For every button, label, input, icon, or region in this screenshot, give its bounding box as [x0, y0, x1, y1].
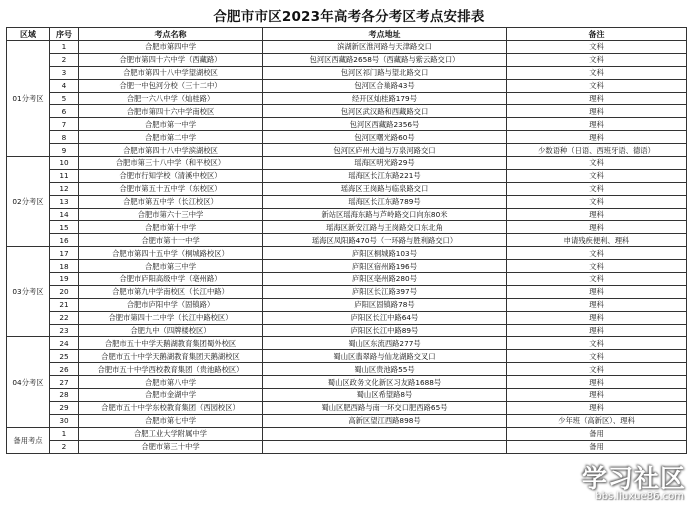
table-row: [7, 105, 687, 118]
table-row: [7, 324, 687, 337]
cell-site-name: 合肥市第九中学南校区（长江中路）: [79, 285, 263, 298]
table-header-row: [7, 28, 687, 41]
cell-remarks: 文科: [507, 350, 687, 363]
cell-number: 1: [50, 427, 79, 440]
cell-number: 2: [50, 440, 79, 453]
cell-site-name: 合肥市第四十二中学（长江中路校区）: [79, 311, 263, 324]
table-row: [7, 79, 687, 92]
table-row: [7, 195, 687, 208]
cell-address: 庐阳区长江中路89号: [263, 324, 507, 337]
cell-address: 包河区祁门路与望北路交口: [263, 66, 507, 79]
cell-remarks: 文科: [507, 41, 687, 54]
cell-remarks: 理科: [507, 208, 687, 221]
cell-remarks: 理科: [507, 131, 687, 144]
cell-address: 蜀山区政务文化新区习友路1688号: [263, 376, 507, 389]
cell-site-name: 合肥市五十中学东校教育集团（西园校区）: [79, 401, 263, 414]
cell-remarks: 文科: [507, 247, 687, 260]
cell-site-name: 合肥市第三中学: [79, 260, 263, 273]
cell-site-name: 合肥市行知学校（清溪中校区）: [79, 169, 263, 182]
cell-number: 2: [50, 53, 79, 66]
cell-site-name: 合肥市第五十五中学（东校区）: [79, 182, 263, 195]
cell-address: 蜀山区肥西路与南一环交口肥西路65号: [263, 401, 507, 414]
cell-number: 28: [50, 389, 79, 402]
cell-remarks: 理科: [507, 118, 687, 131]
cell-site-name: 合肥市第四十八中学望湖校区: [79, 66, 263, 79]
cell-remarks: 文科: [507, 182, 687, 195]
cell-address: 瑶海区新安江路与王岗路交口东北角: [263, 221, 507, 234]
cell-address: 包河区西藏路2658号（西藏路与紫云路交口）: [263, 53, 507, 66]
cell-remarks: 备用: [507, 440, 687, 453]
cell-site-name: 合肥市金湖中学: [79, 389, 263, 402]
header-site-address: 考点地址: [263, 28, 507, 41]
cell-address: 瑶海区王岗路与临泉路交口: [263, 182, 507, 195]
table-row: [7, 414, 687, 427]
table-row: [7, 247, 687, 260]
cell-remarks: 申请残疾便利、理科: [507, 234, 687, 247]
cell-site-name: 合肥一中包河分校（三十二中）: [79, 79, 263, 92]
cell-number: 5: [50, 92, 79, 105]
cell-remarks: 少数语种（日语、西班牙语、德语）: [507, 144, 687, 157]
cell-site-name: 合肥工业大学附属中学: [79, 427, 263, 440]
cell-site-name: 合肥市第一中学: [79, 118, 263, 131]
cell-address: 庐阳区固镇路78号: [263, 298, 507, 311]
cell-site-name: 合肥市第四十八中学滨湖校区: [79, 144, 263, 157]
cell-number: 20: [50, 285, 79, 298]
cell-address: 高新区望江西路898号: [263, 414, 507, 427]
cell-site-name: 合肥市第四中学: [79, 41, 263, 54]
table-row: [7, 144, 687, 157]
zone-label: 备用考点: [7, 427, 50, 453]
table-row: [7, 363, 687, 376]
cell-address: [263, 427, 507, 440]
cell-number: 24: [50, 337, 79, 350]
cell-number: 22: [50, 311, 79, 324]
cell-number: 30: [50, 414, 79, 427]
cell-remarks: 理科: [507, 401, 687, 414]
table-row: [7, 311, 687, 324]
cell-number: 12: [50, 182, 79, 195]
cell-remarks: 理科: [507, 105, 687, 118]
cell-address: 包河区合巢路43号: [263, 79, 507, 92]
cell-remarks: 文科: [507, 169, 687, 182]
cell-number: 11: [50, 169, 79, 182]
cell-number: 13: [50, 195, 79, 208]
cell-remarks: 文科: [507, 53, 687, 66]
cell-site-name: 合肥市第三十八中学（和平校区）: [79, 157, 263, 170]
zone-label: 04分考区: [7, 337, 50, 427]
cell-number: 21: [50, 298, 79, 311]
cell-site-name: 合肥市第十一中学: [79, 234, 263, 247]
cell-remarks: 理科: [507, 92, 687, 105]
cell-remarks: 文科: [507, 363, 687, 376]
cell-site-name: 合肥市庐阳中学（固镇路）: [79, 298, 263, 311]
table-row: [7, 92, 687, 105]
cell-site-name: 合肥市五十中学天鹅湖教育集团天鹅湖校区: [79, 350, 263, 363]
cell-site-name: 合肥市第三十中学: [79, 440, 263, 453]
cell-site-name: 合肥市第四十五中学（桐城路校区）: [79, 247, 263, 260]
cell-remarks: 文科: [507, 195, 687, 208]
cell-address: 庐阳区桐城路103号: [263, 247, 507, 260]
cell-remarks: 文科: [507, 157, 687, 170]
cell-site-name: 合肥市第十中学: [79, 221, 263, 234]
cell-site-name: 合肥市第七中学: [79, 414, 263, 427]
cell-site-name: 合肥市五十中学天鹅湖教育集团蜀外校区: [79, 337, 263, 350]
cell-address: 庐阳区长江中路64号: [263, 311, 507, 324]
cell-address: 新站区瑶海东路与芦岭路交口向东80米: [263, 208, 507, 221]
cell-remarks: 理科: [507, 389, 687, 402]
table-row: [7, 285, 687, 298]
cell-site-name: 合肥一六八中学（灿桂路）: [79, 92, 263, 105]
cell-site-name: 合肥市第四十六中学（西藏路）: [79, 53, 263, 66]
table-row: [7, 118, 687, 131]
cell-remarks: 理科: [507, 298, 687, 311]
cell-site-name: 合肥市第四十六中学南校区: [79, 105, 263, 118]
table-row: [7, 401, 687, 414]
table-row: [7, 389, 687, 402]
table-row: [7, 350, 687, 363]
cell-address: 包河区西藏路2356号: [263, 118, 507, 131]
cell-number: 18: [50, 260, 79, 273]
table-row: [7, 376, 687, 389]
cell-address: 包河区庐州大道与万泉河路交口: [263, 144, 507, 157]
cell-remarks: 备用: [507, 427, 687, 440]
table-row: [7, 260, 687, 273]
cell-address: 庐阳区亳州路280号: [263, 273, 507, 286]
cell-address: 滨湖新区淮河路与天津路交口: [263, 41, 507, 54]
table-row: [7, 234, 687, 247]
cell-site-name: 合肥市第二中学: [79, 131, 263, 144]
watermark-url: bbs.liuxue86.com: [595, 491, 684, 502]
table-row: [7, 41, 687, 54]
cell-remarks: 少年班（高新区）、理科: [507, 414, 687, 427]
cell-remarks: 文科: [507, 260, 687, 273]
cell-address: 蜀山区东流西路277号: [263, 337, 507, 350]
cell-number: 6: [50, 105, 79, 118]
cell-remarks: 理科: [507, 376, 687, 389]
cell-site-name: 合肥市第六十三中学: [79, 208, 263, 221]
cell-number: 29: [50, 401, 79, 414]
watermark-text: 学习社区: [581, 464, 686, 493]
cell-remarks: 文科: [507, 66, 687, 79]
table-row: [7, 66, 687, 79]
table-row: [7, 53, 687, 66]
cell-number: 27: [50, 376, 79, 389]
cell-address: 瑶海区长江东路221号: [263, 169, 507, 182]
cell-number: 7: [50, 118, 79, 131]
cell-number: 4: [50, 79, 79, 92]
zone-label: 02分考区: [7, 157, 50, 247]
cell-address: 包河区曙光路60号: [263, 131, 507, 144]
cell-remarks: 文科: [507, 337, 687, 350]
cell-number: 23: [50, 324, 79, 337]
cell-remarks: 理科: [507, 285, 687, 298]
table-row: [7, 298, 687, 311]
exam-site-table: [6, 27, 687, 454]
cell-site-name: 合肥市庐阳高级中学（亳州路）: [79, 273, 263, 286]
cell-address: [263, 440, 507, 453]
cell-remarks: 文科: [507, 79, 687, 92]
cell-address: 庐阳区宿州路196号: [263, 260, 507, 273]
header-zone: 区域: [7, 28, 50, 41]
table-row: [7, 182, 687, 195]
header-number: 序号: [50, 28, 79, 41]
cell-address: 庐阳区长江路397号: [263, 285, 507, 298]
table-row: [7, 427, 687, 440]
table-row: [7, 273, 687, 286]
header-remarks: 备注: [507, 28, 687, 41]
cell-number: 16: [50, 234, 79, 247]
cell-number: 26: [50, 363, 79, 376]
cell-site-name: 合肥市第八中学: [79, 376, 263, 389]
cell-address: 蜀山区翡翠路与仙龙湖路交叉口: [263, 350, 507, 363]
cell-number: 8: [50, 131, 79, 144]
table-row: [7, 208, 687, 221]
cell-address: 瑶海区凤阳路470号（一环路与胜利路交口）: [263, 234, 507, 247]
cell-number: 9: [50, 144, 79, 157]
cell-address: 经开区灿桂路179号: [263, 92, 507, 105]
table-row: [7, 157, 687, 170]
table-row: [7, 221, 687, 234]
cell-address: 瑶海区明光路29号: [263, 157, 507, 170]
zone-label: 03分考区: [7, 247, 50, 337]
cell-site-name: 合肥市第五中学（长江校区）: [79, 195, 263, 208]
page-title: 合肥市市区2023年高考各分考区考点安排表: [213, 9, 485, 25]
cell-remarks: 理科: [507, 311, 687, 324]
cell-number: 10: [50, 157, 79, 170]
zone-label: 01分考区: [7, 41, 50, 157]
cell-address: 蜀山区希望路8号: [263, 389, 507, 402]
cell-address: 蜀山区贵池路55号: [263, 363, 507, 376]
cell-site-name: 合肥市五十中学西校教育集团（贵池路校区）: [79, 363, 263, 376]
cell-number: 25: [50, 350, 79, 363]
table-row: [7, 337, 687, 350]
cell-number: 17: [50, 247, 79, 260]
cell-number: 15: [50, 221, 79, 234]
header-site-name: 考点名称: [79, 28, 263, 41]
cell-address: 瑶海区长江东路789号: [263, 195, 507, 208]
cell-remarks: 理科: [507, 324, 687, 337]
cell-number: 14: [50, 208, 79, 221]
cell-remarks: 文科: [507, 273, 687, 286]
table-row: [7, 440, 687, 453]
cell-number: 19: [50, 273, 79, 286]
cell-address: 包河区武汉路和西藏路交口: [263, 105, 507, 118]
cell-number: 1: [50, 41, 79, 54]
cell-remarks: 理科: [507, 221, 687, 234]
watermark: [510, 459, 688, 509]
table-row: [7, 169, 687, 182]
table-row: [7, 131, 687, 144]
cell-number: 3: [50, 66, 79, 79]
cell-site-name: 合肥九中（四牌楼校区）: [79, 324, 263, 337]
